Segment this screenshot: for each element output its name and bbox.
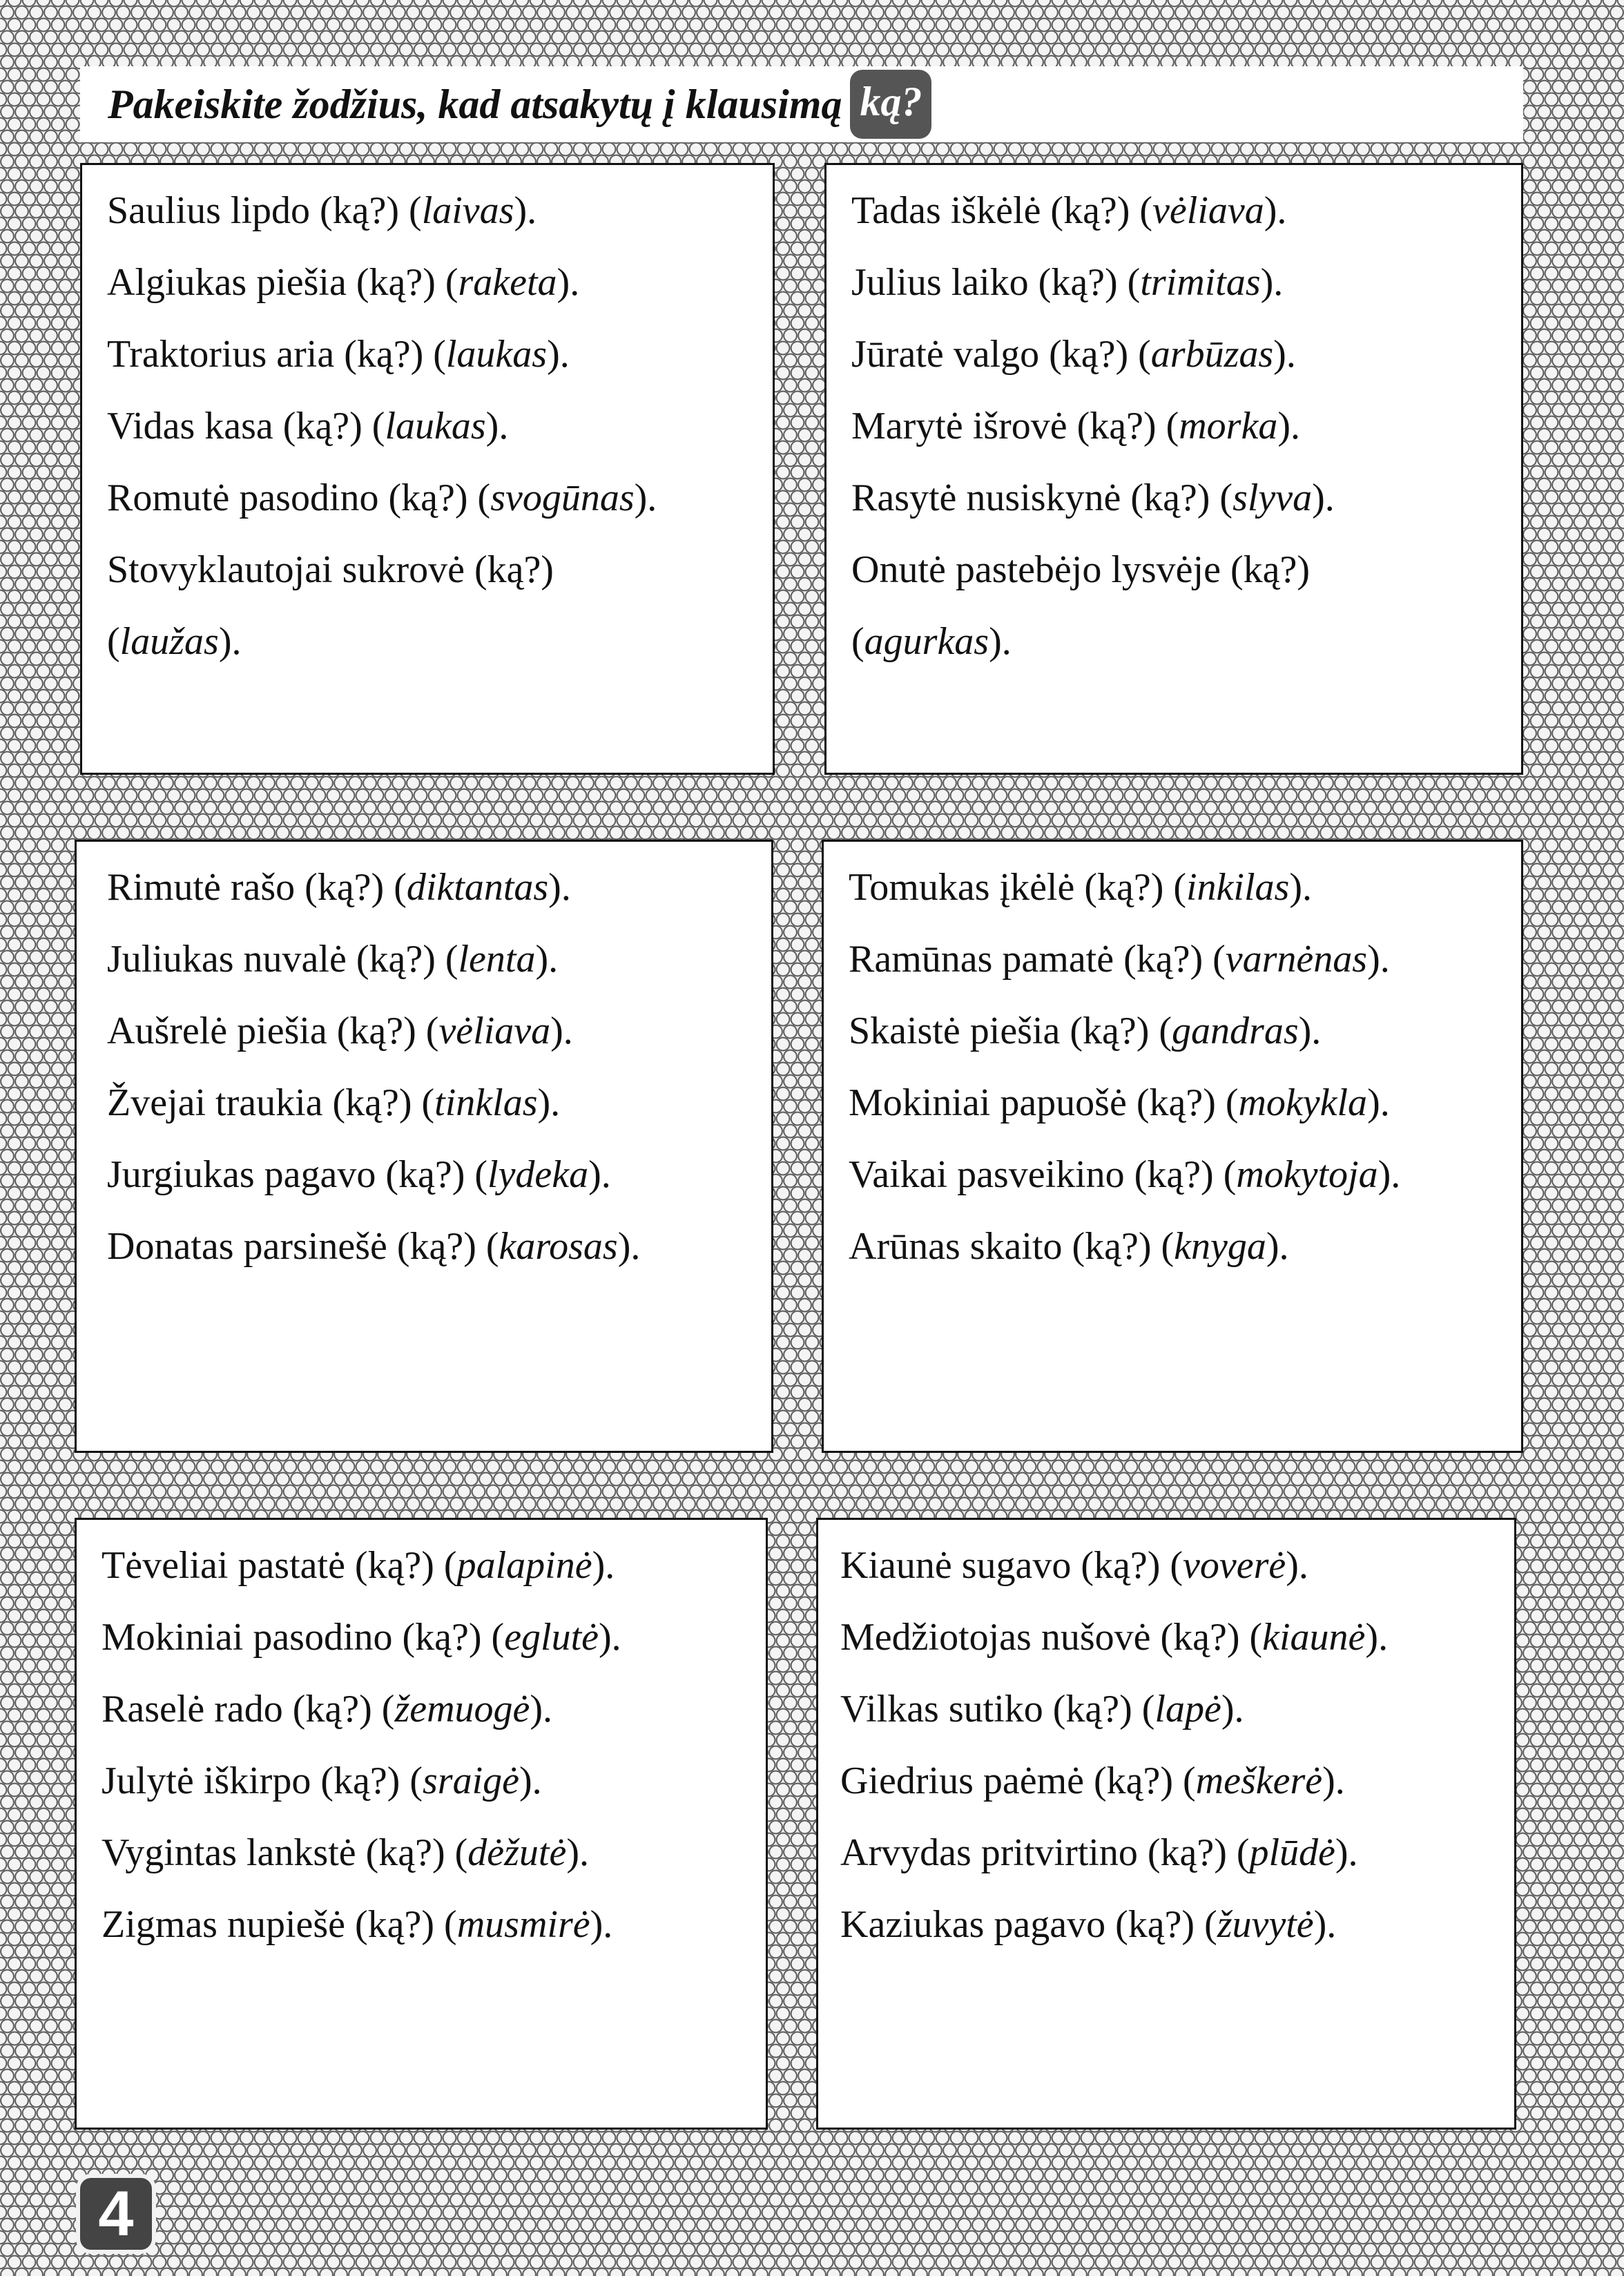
sentence-end: ). — [550, 1010, 573, 1052]
sentence-text: Giedrius paėmė (ką?) ( — [840, 1759, 1196, 1802]
sentence-end: ). — [1260, 261, 1284, 304]
target-word: diktantas — [406, 866, 549, 909]
target-word: laukas — [385, 405, 486, 447]
exercise-panel — [75, 1518, 768, 2130]
sentence-text: Arvydas pritvirtino (ką?) ( — [840, 1831, 1250, 1874]
sentence-line — [102, 1530, 745, 1601]
sentence-end: ). — [1367, 1081, 1390, 1124]
sentence-line — [840, 1673, 1494, 1745]
sentence-line — [840, 1601, 1494, 1673]
target-word: voverė — [1183, 1544, 1286, 1587]
target-word: karosas — [499, 1225, 618, 1268]
sentence-end: ). — [530, 1688, 553, 1730]
target-word: žuvytė — [1217, 1903, 1314, 1946]
sentence-end: ). — [1313, 1903, 1337, 1946]
sentence-end: ). — [1335, 1831, 1358, 1874]
target-word: sraigė — [422, 1759, 519, 1802]
target-word: laukas — [445, 333, 548, 376]
target-word: svogūnas — [490, 476, 635, 519]
target-word: musmirė — [456, 1903, 590, 1946]
sentence-end: ). — [1322, 1759, 1345, 1802]
target-word: trimitas — [1140, 261, 1261, 304]
question-badge: ką? — [850, 70, 931, 139]
exercise-panel — [80, 163, 775, 775]
target-word: laužas — [119, 620, 219, 663]
sentence-text: Žvejai traukia (ką?) ( — [107, 1081, 435, 1124]
sentence-text: Julius laiko (ką?) ( — [851, 261, 1141, 304]
sentence-end: ). — [1312, 476, 1335, 519]
sentence-text: Julytė iškirpo (ką?) ( — [102, 1759, 423, 1802]
sentence-text: Zigmas nupiešė (ką?) ( — [102, 1903, 457, 1946]
target-word: varnėnas — [1225, 938, 1368, 981]
sentence-text: Traktorius aria (ką?) ( — [107, 333, 446, 376]
sentence-text: Juliukas nuvalė (ką?) ( — [107, 938, 458, 981]
sentence-text: Kiaunė sugavo (ką?) ( — [840, 1544, 1183, 1587]
sentence-text: Skaistė piešia (ką?) ( — [849, 1010, 1172, 1052]
sentence-text: Onutė pastebėjo lysvėje (ką?) — [851, 548, 1310, 591]
sentence-line — [102, 1889, 745, 1960]
sentence-end: ). — [1298, 1010, 1322, 1052]
sentence-line — [849, 923, 1500, 995]
sentence-end: ). — [547, 333, 570, 376]
sentence-line — [840, 1889, 1494, 1960]
sentence-line — [107, 1211, 751, 1282]
sentence-line — [107, 995, 751, 1067]
sentence-end: ). — [548, 866, 571, 909]
exercise-panel — [816, 1518, 1516, 2130]
sentence-line — [851, 606, 1500, 677]
sentence-line — [102, 1745, 745, 1817]
sentence-line — [107, 923, 751, 995]
sentence-text: Algiukas piešia (ką?) ( — [107, 261, 458, 304]
sentence-line — [107, 247, 752, 318]
instruction-bar — [80, 66, 1523, 142]
sentence-end: ). — [1273, 333, 1296, 376]
sentence-text: ( — [107, 620, 120, 663]
sentence-end: ). — [1221, 1688, 1244, 1730]
sentence-text: Aušrelė piešia (ką?) ( — [107, 1010, 439, 1052]
sentence-end: ). — [599, 1616, 621, 1659]
sentence-text: Tėveliai pastatė (ką?) ( — [102, 1544, 457, 1587]
target-word: knyga — [1174, 1225, 1266, 1268]
sentence-end: ). — [1367, 938, 1390, 981]
sentence-text: Ramūnas pamatė (ką?) ( — [849, 938, 1226, 981]
sentence-end: ). — [557, 261, 580, 304]
target-word: eglutė — [504, 1616, 599, 1659]
sentence-end: ). — [634, 476, 657, 519]
sentence-line — [849, 1211, 1500, 1282]
sentence-line — [107, 462, 752, 534]
sentence-text: Mokiniai pasodino (ką?) ( — [102, 1616, 505, 1659]
target-word: slyva — [1232, 476, 1313, 519]
exercise-panel — [75, 840, 773, 1453]
sentence-text: Jurgiukas pagavo (ką?) ( — [107, 1153, 488, 1196]
sentence-end: ). — [1264, 189, 1287, 232]
sentence-line — [107, 851, 751, 923]
sentence-line — [107, 175, 752, 247]
target-word: vėliava — [438, 1010, 551, 1052]
sentence-end: ). — [1378, 1153, 1401, 1196]
sentence-end: ). — [1365, 1616, 1389, 1659]
sentence-text: Stovyklautojai sukrovė (ką?) — [107, 548, 554, 591]
sentence-text: Donatas parsinešė (ką?) ( — [107, 1225, 499, 1268]
sentence-end: ). — [485, 405, 509, 447]
sentence-text: ( — [851, 620, 864, 663]
sentence-line — [851, 534, 1500, 606]
sentence-text: Jūratė valgo (ką?) ( — [851, 333, 1151, 376]
sentence-text: Arūnas skaito (ką?) ( — [849, 1225, 1174, 1268]
sentence-text: Rimutė rašo (ką?) ( — [107, 866, 407, 909]
target-word: tinklas — [434, 1081, 538, 1124]
exercise-panel — [822, 840, 1523, 1453]
sentence-end: ). — [617, 1225, 641, 1268]
page-number: 4 — [76, 2174, 156, 2254]
sentence-text: Medžiotojas nušovė (ką?) ( — [840, 1616, 1263, 1659]
sentence-line — [107, 534, 752, 606]
sentence-end: ). — [514, 189, 537, 232]
sentence-line — [849, 1139, 1500, 1211]
sentence-line — [849, 851, 1500, 923]
sentence-line — [107, 606, 752, 677]
sentence-text: Vaikai pasveikino (ką?) ( — [849, 1153, 1237, 1196]
sentence-line — [107, 1139, 751, 1211]
sentence-text: Vilkas sutiko (ką?) ( — [840, 1688, 1155, 1730]
target-word: kiaunė — [1262, 1616, 1366, 1659]
sentence-line — [107, 390, 752, 462]
sentence-line — [102, 1673, 745, 1745]
target-word: agurkas — [864, 620, 989, 663]
target-word: mokytoja — [1236, 1153, 1378, 1196]
sentence-end: ). — [989, 620, 1012, 663]
sentence-line — [851, 390, 1500, 462]
sentence-line — [849, 995, 1500, 1067]
sentence-end: ). — [590, 1903, 613, 1946]
target-word: vėliava — [1152, 189, 1264, 232]
sentence-line — [849, 1067, 1500, 1139]
sentence-end: ). — [588, 1153, 611, 1196]
instruction-text: Pakeiskite žodžius, kad atsakytų į klausimą — [108, 81, 842, 127]
target-word: plūdė — [1249, 1831, 1335, 1874]
target-word: inkilas — [1186, 866, 1290, 909]
target-word: raketa — [458, 261, 557, 304]
sentence-text: Vygintas lankstė (ką?) ( — [102, 1831, 468, 1874]
sentence-text: Rasytė nusiskynė (ką?) ( — [851, 476, 1233, 519]
sentence-text: Raselė rado (ką?) ( — [102, 1688, 395, 1730]
sentence-text: Romutė pasodino (ką?) ( — [107, 476, 491, 519]
sentence-line — [840, 1745, 1494, 1817]
sentence-text: Tadas iškėlė (ką?) ( — [851, 189, 1153, 232]
sentence-text: Tomukas įkėlė (ką?) ( — [849, 866, 1186, 909]
sentence-line — [840, 1817, 1494, 1889]
target-word: mokykla — [1238, 1081, 1368, 1124]
sentence-end: ). — [1286, 1544, 1308, 1587]
target-word: lydeka — [487, 1153, 589, 1196]
sentence-end: ). — [592, 1544, 615, 1587]
sentence-line — [851, 175, 1500, 247]
sentence-line — [102, 1817, 745, 1889]
sentence-end: ). — [535, 938, 559, 981]
target-word: lapė — [1154, 1688, 1221, 1730]
sentence-line — [102, 1601, 745, 1673]
sentence-line — [851, 318, 1500, 390]
sentence-end: ). — [566, 1831, 589, 1874]
sentence-end: ). — [519, 1759, 542, 1802]
sentence-text: Kaziukas pagavo (ką?) ( — [840, 1903, 1217, 1946]
sentence-text: Vidas kasa (ką?) ( — [107, 405, 385, 447]
sentence-end: ). — [1266, 1225, 1289, 1268]
sentence-text: Saulius lipdo (ką?) ( — [107, 189, 422, 232]
sentence-end: ). — [218, 620, 242, 663]
sentence-line — [851, 462, 1500, 534]
target-word: laivas — [421, 189, 514, 232]
sentence-line — [107, 318, 752, 390]
sentence-text: Mokiniai papuošė (ką?) ( — [849, 1081, 1239, 1124]
sentence-line — [107, 1067, 751, 1139]
target-word: palapinė — [456, 1544, 592, 1587]
target-word: morka — [1179, 405, 1278, 447]
sentence-text: Marytė išrovė (ką?) ( — [851, 405, 1179, 447]
sentence-end: ). — [1289, 866, 1312, 909]
target-word: gandras — [1172, 1010, 1299, 1052]
sentence-end: ). — [1277, 405, 1300, 447]
target-word: meškerė — [1195, 1759, 1323, 1802]
exercise-panel — [824, 163, 1523, 775]
target-word: arbūzas — [1150, 333, 1274, 376]
sentence-line — [851, 247, 1500, 318]
sentence-line — [840, 1530, 1494, 1601]
target-word: lenta — [458, 938, 536, 981]
sentence-end: ). — [537, 1081, 561, 1124]
target-word: dėžutė — [467, 1831, 567, 1874]
target-word: žemuogė — [394, 1688, 530, 1730]
